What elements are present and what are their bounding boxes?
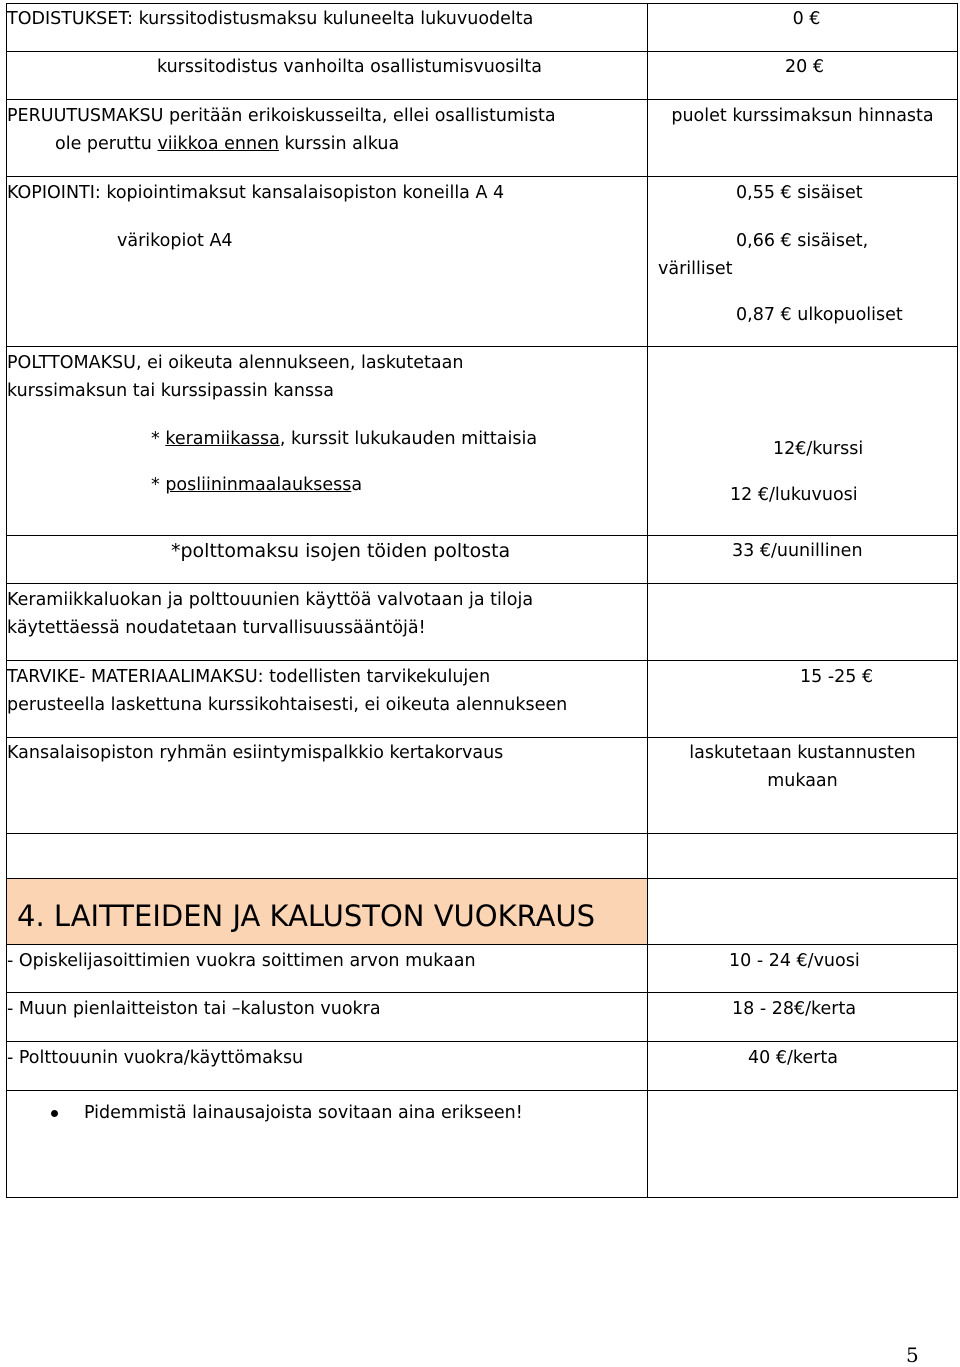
- peruutus-line2: ole peruttu viikkoa ennen kurssin alkua: [55, 134, 400, 155]
- keramiikka-line1: Keramiikkaluokan ja polttouunien käyttöä valvotaan ja tiloja: [7, 590, 534, 611]
- isot-value: 33 €/uunillinen: [732, 541, 863, 562]
- kopiointi-value-2: 0,66 € sisäiset,: [736, 230, 869, 251]
- note-line: [7, 1091, 647, 1127]
- varikopiot-label: värikopiot A4: [117, 230, 233, 251]
- isot-label: *polttomaksu isojen töiden poltosta: [171, 540, 511, 563]
- esiintyminen-label: Kansalaisopiston ryhmän esiintymispalkkio kertakorvaus: [7, 742, 504, 763]
- peruutus-value: puolet kurssimaksun hinnasta: [671, 106, 934, 127]
- note-text: Pidemmistä lainausajoista sovitaan aina erikseen!: [84, 1103, 523, 1124]
- kopiointi-value-3: värilliset: [658, 258, 733, 279]
- row-kopiointi: [7, 176, 958, 347]
- section4-title: 4. LAITTEIDEN JA KALUSTON VUOKRAUS: [17, 898, 596, 933]
- kopiointi-label: KOPIOINTI: kopiointimaksut kansalaisopiston koneilla A 4: [7, 182, 505, 203]
- row-isot: [7, 536, 958, 584]
- keramiikassa-link: keramiikassa: [165, 429, 280, 450]
- rental-value-1: 10 - 24 €/vuosi: [729, 950, 860, 971]
- row-section4-header: [7, 878, 958, 944]
- row-vanhoilta: [7, 52, 958, 100]
- fees-table: [6, 3, 958, 1198]
- row-tarvike: [7, 660, 958, 737]
- todistukset-value: 0 €: [792, 9, 821, 29]
- poltto-value-2: 12 €/lukuvuosi: [730, 485, 858, 506]
- esiintyminen-value-2: mukaan: [767, 770, 838, 791]
- section4-header-cell: [7, 878, 648, 944]
- row-spacer: [7, 834, 958, 878]
- bullet-icon: [51, 1110, 58, 1117]
- posliininmaalauksessa-link: posliininmaalauksess: [165, 475, 352, 496]
- page-number: 5: [906, 1343, 919, 1367]
- rental-value-3: 40 €/kerta: [748, 1048, 838, 1069]
- tarvike-line1: TARVIKE- MATERIAALIMAKSU: todellisten tarvikekulujen: [7, 666, 491, 687]
- tarvike-line2: perusteella laskettuna kurssikohtaisesti, ei oikeuta alennukseen: [7, 694, 568, 715]
- kopiointi-value-1: 0,55 € sisäiset: [736, 182, 863, 203]
- row-note: [7, 1091, 958, 1198]
- row-todistukset: [7, 4, 958, 52]
- row-peruutus: [7, 100, 958, 176]
- row-rental-2: [7, 993, 958, 1042]
- rental-label-2: - Muun pienlaitteiston tai –kaluston vuokra: [7, 999, 381, 1019]
- poltto-line2: kurssimaksun tai kurssipassin kanssa: [7, 381, 334, 402]
- keramiikka-line: * keramiikassa, kurssit lukukauden mittaisia: [151, 429, 538, 450]
- peruutus-line1: PERUUTUSMAKSU peritään erikoiskusseilta, ellei osallistumista: [7, 106, 556, 127]
- keramiikka-line2: käytettäessä noudatetaan turvallisuussääntöjä!: [7, 618, 426, 639]
- esiintyminen-value-1: laskutetaan kustannusten: [689, 742, 916, 763]
- vanhoilta-value: 20 €: [785, 57, 824, 78]
- viikkoa-ennen-link: viikkoa ennen: [157, 134, 279, 155]
- row-rental-3: [7, 1042, 958, 1091]
- tarvike-value: 15 -25 €: [800, 666, 874, 687]
- kopiointi-value-4: 0,87 € ulkopuoliset: [736, 304, 903, 325]
- row-rental-1: [7, 944, 958, 992]
- todistukset-label: TODISTUKSET: kurssitodistusmaksu kuluneelta lukuvuodelta: [7, 9, 534, 29]
- poltto-line1: POLTTOMAKSU, ei oikeuta alennukseen, laskutetaan: [7, 353, 464, 374]
- poltto-value-1: 12€/kurssi: [773, 439, 864, 460]
- posliini-line: * posliininmaalauksessa: [151, 475, 363, 496]
- row-esiintyminen: [7, 737, 958, 833]
- row-keramiikka: [7, 584, 958, 660]
- rental-value-2: 18 - 28€/kerta: [732, 999, 857, 1019]
- vanhoilta-label: kurssitodistus vanhoilta osallistumisvuosilta: [157, 57, 542, 78]
- rental-label-3: - Polttouunin vuokra/käyttömaksu: [7, 1048, 304, 1069]
- row-poltto: [7, 347, 958, 536]
- rental-label-1: - Opiskelijasoittimien vuokra soittimen arvon mukaan: [7, 950, 476, 971]
